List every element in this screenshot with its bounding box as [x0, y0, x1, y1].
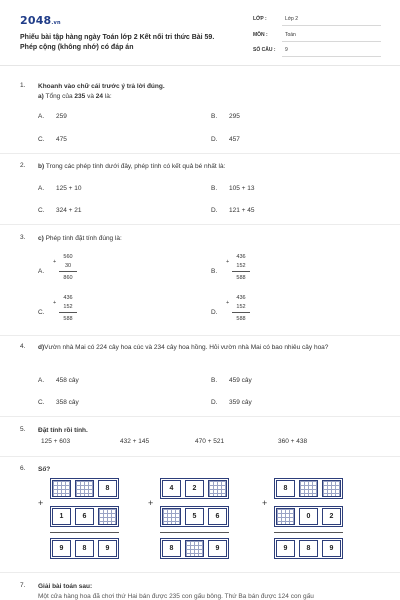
- worksheet-header: [0, 0, 400, 66]
- divider: [0, 456, 400, 457]
- digit-box: 9: [208, 540, 227, 557]
- digit-box: 6: [75, 508, 94, 525]
- addition-puzzle-3: + 8 0 2 9 8 9: [262, 478, 354, 564]
- question-6: 6. Số?: [20, 465, 51, 473]
- digit-box: 1: [52, 508, 71, 525]
- digit-box: 9: [276, 540, 295, 557]
- digit-box: 8: [75, 540, 94, 557]
- question-7-body: Một cửa hàng hoa đã chơi thứ Hai bán được 235 con gấu bông. Thứ Ba bán được 124 con gấu: [38, 593, 314, 600]
- question-4: 4. d)Vườn nhà Mai có 224 cây hoa cúc và 234 cây hoa hồng. Hỏi vườn nhà Mai có bao nhiêu cây hoa?: [20, 343, 329, 351]
- digit-box[interactable]: [98, 508, 117, 525]
- digit-box[interactable]: [52, 480, 71, 497]
- question-1-instruction: Khoanh vào chữ cái trước ý trả lời đúng.: [38, 83, 165, 90]
- digit-box: 0: [299, 508, 318, 525]
- question-2: 2. b) Trong các phép tính dưới đây, phép tính có kết quả bé nhất là:: [20, 162, 226, 170]
- digit-box[interactable]: [208, 480, 227, 497]
- digit-box[interactable]: [276, 508, 295, 525]
- digit-box[interactable]: [75, 480, 94, 497]
- digit-box[interactable]: [185, 540, 204, 557]
- calc-item: 125 + 603: [41, 438, 71, 445]
- meta-question-count: SỐ CÂU : 9: [253, 45, 381, 57]
- meta-class: LỚP : Lớp 2: [253, 14, 381, 26]
- digit-box: 8: [299, 540, 318, 557]
- digit-box: 8: [162, 540, 181, 557]
- meta-subject: MÔN : Toán: [253, 30, 381, 42]
- addition-puzzle-1: + 8 1 6 9 8 9: [38, 478, 130, 564]
- question-1: 1. Khoanh vào chữ cái trước ý trả lời đúng. a) Tổng của 235 và 24 là:: [20, 82, 385, 152]
- digit-box: 4: [162, 480, 181, 497]
- calc-item: 470 + 521: [195, 438, 225, 445]
- calc-item: 360 + 438: [278, 438, 308, 445]
- divider: [0, 335, 400, 336]
- digit-box[interactable]: [162, 508, 181, 525]
- digit-box[interactable]: [322, 480, 341, 497]
- q3-option-c[interactable]: C. + 436 152 588: [38, 295, 98, 329]
- digit-box: 9: [52, 540, 71, 557]
- worksheet-title: Phiếu bài tập hàng ngày Toán lớp 2 Kết nối tri thức Bài 59. Phép cộng (không nhớ) có đáp án: [20, 34, 215, 51]
- q3-option-b[interactable]: B. + 436 152 588: [211, 254, 271, 288]
- q3-option-a[interactable]: A. + 560 30 860: [38, 254, 98, 288]
- divider: [0, 572, 400, 573]
- digit-box: 2: [185, 480, 204, 497]
- question-7: 7. Giải bài toán sau: Một cửa hàng hoa đã chơi thứ Hai bán được 235 con gấu bông. Thứ Ba bán được 124 con gấu: [20, 582, 385, 600]
- digit-box: 8: [276, 480, 295, 497]
- digit-box: 8: [98, 480, 117, 497]
- digit-box: 5: [185, 508, 204, 525]
- divider: [0, 416, 400, 417]
- digit-box[interactable]: [299, 480, 318, 497]
- calc-item: 432 + 145: [120, 438, 150, 445]
- site-logo[interactable]: 2048.vn: [20, 14, 61, 27]
- digit-box: 2: [322, 508, 341, 525]
- addition-puzzle-2: + 4 2 5 6 8 9: [148, 478, 240, 564]
- divider: [0, 224, 400, 225]
- divider: [0, 153, 400, 154]
- question-3: 3. c) Phép tính đặt tính đúng là:: [20, 234, 122, 242]
- q3-option-d[interactable]: D. + 436 152 588: [211, 295, 271, 329]
- digit-box: 9: [322, 540, 341, 557]
- question-1-part-a: a) Tổng của 235 và 24 là:: [38, 93, 112, 100]
- digit-box: 9: [98, 540, 117, 557]
- question-5: 5. Đặt tính rồi tính.: [20, 426, 88, 434]
- digit-box: 6: [208, 508, 227, 525]
